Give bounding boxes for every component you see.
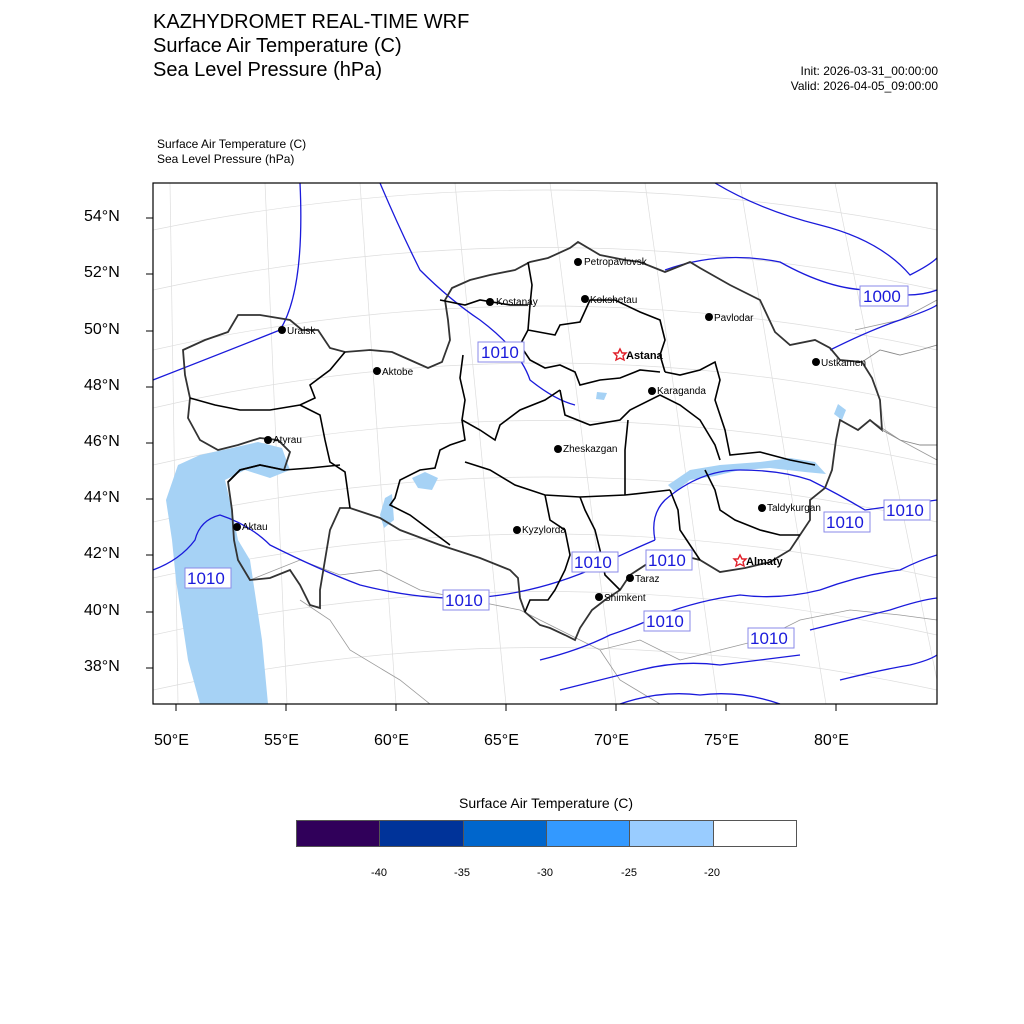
colorbar-swatch — [713, 820, 797, 847]
colorbar-label: -40 — [371, 867, 387, 879]
lon-label: 50°E — [154, 732, 189, 749]
country-borders — [862, 345, 937, 445]
colorbar-label: -35 — [454, 867, 470, 879]
contour-label — [185, 568, 231, 588]
lon-label: 80°E — [814, 732, 849, 749]
svg-text:Karaganda: Karaganda — [657, 386, 706, 397]
lon-label: 65°E — [484, 732, 519, 749]
lat-label: 48°N — [84, 377, 120, 394]
title-line-3: Sea Level Pressure (hPa) — [153, 59, 383, 81]
svg-text:1010: 1010 — [574, 553, 612, 572]
subtitle-line-2: Sea Level Pressure (hPa) — [157, 152, 295, 166]
contour-label — [644, 611, 690, 631]
svg-text:1010: 1010 — [646, 612, 684, 631]
city-aktobe[interactable] — [373, 367, 414, 378]
svg-text:Kostanay: Kostanay — [496, 297, 538, 308]
svg-text:Astana: Astana — [626, 350, 663, 362]
contour-label — [646, 550, 692, 570]
lat-label: 54°N — [84, 208, 120, 225]
city-kostanay[interactable] — [486, 297, 538, 308]
colorbar-swatch — [463, 820, 547, 847]
city-uralsk[interactable] — [278, 326, 316, 337]
svg-text:Uralsk: Uralsk — [287, 326, 316, 337]
colorbar-label: -30 — [537, 867, 553, 879]
svg-text:1010: 1010 — [445, 591, 483, 610]
lon-label: 60°E — [374, 732, 409, 749]
svg-text:Zheskazgan: Zheskazgan — [563, 444, 618, 455]
svg-text:Almaty: Almaty — [746, 556, 783, 568]
city-astana[interactable] — [614, 349, 664, 362]
svg-text:Aktobe: Aktobe — [382, 367, 414, 378]
city-zheskazgan[interactable] — [554, 444, 617, 455]
svg-text:Taldykurgan: Taldykurgan — [767, 503, 821, 514]
lat-label: 42°N — [84, 545, 120, 562]
city-pavlodar[interactable] — [705, 313, 754, 324]
colorbar-title: Surface Air Temperature (C) — [458, 795, 634, 811]
colorbar-swatch — [296, 820, 380, 847]
city-atyrau[interactable] — [264, 435, 302, 446]
svg-text:Aktau: Aktau — [242, 522, 268, 533]
lon-label: 70°E — [594, 732, 629, 749]
svg-text:Taraz: Taraz — [635, 574, 660, 585]
svg-text:Pavlodar: Pavlodar — [714, 313, 754, 324]
svg-text:Ustkamen: Ustkamen — [821, 358, 867, 369]
contour-label — [748, 628, 794, 648]
city-taldykurgan[interactable] — [758, 503, 821, 514]
lat-label: 46°N — [84, 433, 120, 450]
svg-text:1010: 1010 — [481, 343, 519, 362]
lat-label: 50°N — [84, 321, 120, 338]
city-taraz[interactable] — [626, 574, 659, 585]
lat-label: 44°N — [84, 489, 120, 506]
svg-text:Petropavlovsk: Petropavlovsk — [584, 257, 647, 268]
init-time: Init: 2026-03-31_00:00:00 — [800, 64, 938, 78]
contour-label — [884, 500, 930, 520]
svg-text:1010: 1010 — [826, 513, 864, 532]
city-petropavlovsk[interactable] — [574, 257, 648, 268]
svg-text:Shimkent: Shimkent — [604, 593, 646, 604]
colorbar-swatch — [546, 820, 630, 847]
lat-label: 38°N — [84, 658, 120, 675]
contour-label — [824, 512, 870, 532]
title-line-2: Surface Air Temperature (C) — [153, 35, 402, 57]
colorbar-swatch — [379, 820, 463, 847]
svg-text:Kokshetau: Kokshetau — [590, 295, 638, 306]
colorbar-label: -20 — [704, 867, 720, 879]
lat-label: 40°N — [84, 602, 120, 619]
subtitle-line-1: Surface Air Temperature (C) — [157, 137, 307, 151]
valid-time: Valid: 2026-04-05_09:00:00 — [790, 79, 938, 93]
svg-text:1000: 1000 — [863, 287, 901, 306]
svg-text:1010: 1010 — [187, 569, 225, 588]
svg-text:1010: 1010 — [750, 629, 788, 648]
svg-text:Kyzylorda: Kyzylorda — [522, 525, 566, 536]
contour-label — [478, 342, 524, 362]
title-line-1: KAZHYDROMET REAL-TIME WRF — [153, 11, 470, 33]
city-karaganda[interactable] — [648, 386, 706, 397]
contour-label — [860, 286, 908, 306]
city-almaty[interactable] — [734, 555, 784, 568]
svg-text:Atyrau: Atyrau — [273, 435, 302, 446]
map-content — [153, 183, 937, 704]
svg-text:1010: 1010 — [886, 501, 924, 520]
city-aktau[interactable] — [233, 522, 268, 533]
lat-label: 52°N — [84, 264, 120, 281]
colorbar-label: -25 — [621, 867, 637, 879]
city-ustkamen[interactable] — [812, 358, 866, 369]
city-kokshetau[interactable] — [581, 295, 637, 306]
contour-label — [572, 552, 618, 572]
contour-label — [443, 590, 489, 610]
lon-label: 55°E — [264, 732, 299, 749]
lon-label: 75°E — [704, 732, 739, 749]
colorbar-swatch — [629, 820, 713, 847]
city-markers — [233, 257, 866, 604]
svg-text:1010: 1010 — [648, 551, 686, 570]
